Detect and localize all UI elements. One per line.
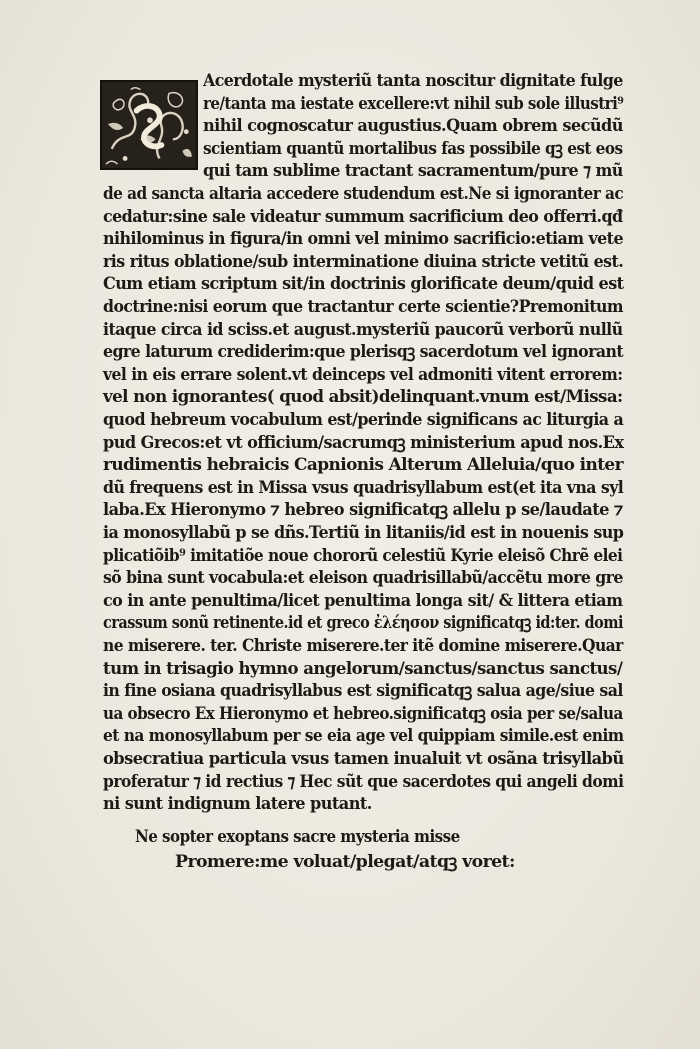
- text-line: nihilominus in figura/in omni vel minimo sacrificio:etiam vete: [103, 229, 624, 250]
- text-line: et na monosyllabum per se eia age vel quippiam simile.est enim: [103, 726, 624, 747]
- decorated-initial-s: [100, 80, 198, 170]
- text-line: itaque circa id sciss.et august.mysteriũ paucorũ verborũ nullũ: [103, 319, 623, 340]
- text-line: crassum sonũ retinente.id et greco ἐλέησον significatqꝫ id:ter. domi: [103, 613, 623, 634]
- ornamental-initial-icon: [102, 82, 196, 168]
- text-line: vel non ignorantes( quod absit)delinquant.vnum est/Missa:: [103, 387, 623, 408]
- text-line: ne miserere. ter. Christe miserere.ter itẽ domine miserere.Quar: [103, 636, 623, 656]
- text-line: pud Grecos:et vt officium/sacrumqꝫ ministerium apud nos.Ex: [103, 432, 624, 453]
- text-line: ni sunt indignum latere putant.: [103, 794, 372, 815]
- text-line: ris ritus oblatione/sub interminatione diuina stricte vetitũ est.: [103, 251, 624, 272]
- text-line: nihil cognoscatur augustius.Quam obrem secũdũ: [203, 116, 623, 137]
- text-line: sõ bina sunt vocabula:et eleison quadrisillabũ/accẽtu more gre: [103, 568, 623, 589]
- text-line: Acerdotale mysteriũ tanta noscitur dignitate fulge: [203, 71, 623, 91]
- text-line: qui tam sublime tractant sacramentum/pure ⁊ mũ: [203, 161, 623, 182]
- text-line: de ad sancta altaria accedere studendum est.Ne si ignoranter ac: [103, 184, 624, 204]
- text-line: Cum etiam scriptum sit/in doctrinis glorificate deum/quid est: [103, 274, 624, 295]
- closing-line: Ne sopter exoptans sacre mysteria misse: [135, 827, 460, 847]
- text-line: plicatiõib⁹ imitatiõe noue chororũ celestiũ Kyrie eleisõ Chrẽ elei: [103, 545, 623, 566]
- text-line: quod hebreum vocabulum est/perinde significans ac liturgia a: [103, 410, 624, 430]
- text-line: co in ante penultima/licet penultima longa sit/ & littera etiam: [103, 590, 623, 611]
- text-line: dũ frequens est in Missa vsus quadrisyllabum est(et ita vna syl: [103, 477, 624, 498]
- text-line: in fine osiana quadrisyllabus est significatqꝫ salua age/siue sal: [103, 681, 623, 702]
- text-line: obsecratiua particula vsus tamen inualuit vt osãna trisyllabũ: [103, 749, 624, 769]
- text-line: scientiam quantũ mortalibus fas possibile qꝫ est eos: [203, 138, 623, 159]
- text-line: ua obsecro Ex Hieronymo et hebreo.significatqꝫ osia per se/salua: [103, 703, 623, 724]
- closing-line: Promere:me voluat/plegat/atqꝫ voret:: [175, 852, 515, 872]
- text-line: doctrine:nisi eorum que tractantur certe scientie?Premonitum: [103, 297, 624, 317]
- text-line: re/tanta ma iestate excellere:vt nihil sub sole illustri⁹: [203, 93, 624, 114]
- text-line: vel in eis errare solent.vt deinceps vel admoniti vitent errorem:: [103, 364, 623, 385]
- text-line: tum in trisagio hymno angelorum/sanctus/sanctus sanctus/: [103, 658, 623, 679]
- text-line: laba.Ex Hieronymo ⁊ hebreo significatqꝫ allelu p se/laudate ⁊: [103, 500, 623, 521]
- text-line: egre laturum crediderim:que plerisqꝫ sacerdotum vel ignorant: [103, 342, 624, 363]
- text-line: cedatur:sine sale videatur summum sacrificium deo offerri.qđ: [103, 206, 623, 227]
- text-line: ia monosyllabũ p se dñs.Tertiũ in litaniis/id est in nouenis sup: [103, 523, 624, 543]
- text-line: proferatur ⁊ id rectius ⁊ Hec sũt que sacerdotes qui angeli domi: [103, 771, 624, 792]
- text-line: rudimentis hebraicis Capnionis Alterum Alleluia/quo inter: [103, 455, 623, 476]
